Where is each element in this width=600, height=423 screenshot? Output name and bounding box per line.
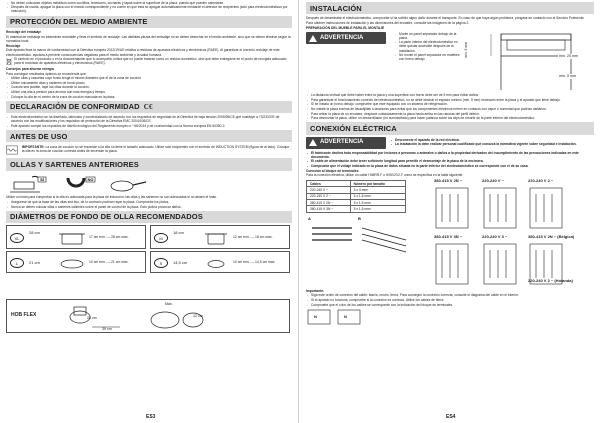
packaging-text: El material de embalaje es totalmente reciclable y lleva el símbolo de reciclaje. Las distintas piezas del embalaje no se deben desechar en el medio ambiente, sino que se deben eliminar según la normativa local.	[6, 34, 291, 44]
env-title: PROTECCIÓN DEL MEDIO AMBIENTE	[6, 16, 292, 28]
wiring-label: 380-415 V 3N ~	[434, 234, 463, 240]
cable-header: Número por tamaño	[350, 181, 405, 187]
list-item: - No monte el panel separador en muebles con horno debajo.	[394, 53, 462, 61]
wiring-area	[306, 178, 594, 288]
zone-l-icon: L	[10, 258, 24, 268]
conn-text: Para la conexión eléctrica, utilice un cable H05RR-F o H05V2V2-F como se especifica en la tabla siguiente.	[306, 173, 464, 178]
prep-title: PREPARACIÓN DEL MUEBLE PARA EL MONTAJE	[306, 25, 385, 30]
list-item: - Desconecte el aparato de la red eléctrica.	[390, 138, 594, 142]
cable-cell: 220-240 V 2 ~	[307, 193, 351, 199]
dim-20-label: mín. 20 mm	[559, 54, 578, 59]
list-item: - La distancia vertical que debe haber entre la placa y una superficie con horno debe ser de 5 mm para evitar daños.	[306, 93, 594, 97]
pot-yes-icon	[8, 174, 48, 194]
list-item: - Este electrodoméstico se ha diseñado, fabricado y comercializado de acuerdo con los requisitos de seguridad de la Directiva de baja tensión 2006/95/CE que sustituye a 73/23/CEE de acuerdo con las modificaciones y los requisitos de protección de la Directiva EMC 2004/108/CE.	[6, 115, 292, 123]
pot-yes-label: SÍ	[40, 176, 44, 182]
disposal-title: Reciclaje	[6, 43, 21, 48]
conformity-title: DECLARACIÓN DE CONFORMIDAD	[10, 102, 140, 112]
list-item: - La parte inferior del electrodoméstico no debe quedar accesible después de la instalación.	[394, 40, 462, 52]
list-item: - La instalación la debe realizar personal cualificado que conozca la normativa vigente sobre seguridad e instalación.	[390, 142, 594, 146]
zone-xl-icon: XL	[10, 233, 24, 243]
list-item: - Si el aparato no funciona, compruebe si la conexión es correcta. Utilice los cables de tierra.	[306, 298, 594, 302]
conformity-header	[6, 101, 292, 113]
flex-min-label: 23 cm	[87, 316, 97, 321]
wiring-label: 380-415 V 2N ~ (Bélgica)	[528, 234, 575, 240]
diam-min-l: 21 cm	[29, 260, 40, 266]
diam-row-s	[150, 251, 290, 273]
pot-m-icon	[203, 230, 229, 246]
list-item: - Utilice únicamente ollas y sartenes de fondo plano.	[6, 81, 292, 85]
weee-block	[6, 57, 292, 66]
zone-s-icon: S	[154, 258, 168, 268]
cable-cell: 5 x 1,5 mm²	[350, 199, 405, 205]
pots-figures	[6, 173, 292, 195]
install-intro: Después de desembalar el electrodoméstico, compruebe si ha sufrido algún daño durante el transporte. En caso de que haya algún problema, póngase en contacto con el Servicio Postventa.	[306, 16, 585, 21]
list-item: - Si se instala un horno debajo, compruebe que esté equipado con un sistema de refrigeración.	[306, 102, 594, 106]
panel-a-label: A	[308, 216, 311, 222]
right-page	[306, 0, 594, 423]
safety-bullets	[6, 2, 292, 14]
hob-flex-label: HOB FLEX	[11, 312, 37, 319]
wiring-label: 220-240 V 2 ~ (Holanda)	[528, 278, 573, 284]
important-list	[306, 293, 594, 306]
list-item: - Asegúrese de que la base de las ollas sea liso, de lo contrario podrían rayar la placa. Compruebe los platos.	[6, 200, 292, 204]
pan-l-icon	[59, 256, 85, 270]
diam-range-m: 12 cm mín. — 18 cm máx.	[233, 235, 273, 240]
list-item: - Para desmontar la placa, utilice un destornillador (no suministrado) para hacer palanca sobre los clips de resorte de la parte inferior del electrodoméstico.	[306, 116, 594, 120]
electric-warning-badge	[306, 137, 386, 149]
diam-min-xl: 28 cm	[29, 230, 40, 236]
wiring-label: 220-240 V ~	[482, 178, 504, 184]
electric-warning-block	[306, 137, 594, 149]
list-item: - El fabricante declina toda responsabilidad por lesiones a personas o animales o daños a la propiedad derivados del incumplimiento de las precauciones indicadas en este documento.	[306, 151, 594, 159]
list-item: - Compruebe que el color de los cables se corresponde con la indicación del bloque de terminales.	[306, 303, 594, 307]
cable-cell: 220-240 V ~	[307, 187, 351, 193]
list-item: - Siga este orden de conexión del cable: fase/s, neutro, tierra. Para conseguir la conexión correcta, consulte el diagrama del cable en el interior.	[306, 293, 594, 297]
wiring-label: 220-240 V 2 ~	[528, 178, 554, 184]
wiring-label: 220-240 V 3 ~	[482, 234, 508, 240]
flex-max-label: Máx.	[165, 302, 173, 307]
warning-icon	[309, 139, 317, 146]
diam-row-l	[6, 251, 146, 273]
safety-bullet: - No deben colocarse objetos metálicos como cuchillos, tenedores, cucharas y tapas sobre la superficie de la placa, puesto que pueden calentarse.	[6, 2, 292, 6]
list-item: - Utilice ollas y cazuelas cuyo fondo tenga el mismo diámetro que el de la zona de cocción.	[6, 76, 292, 80]
before-body: La zona de cocción no se enciende si la olla no tiene el tamaño adecuado. Utilice solo recipientes con el símbolo de INDUCTION SYSTEM (figura de al lado). Coloque la olla en la zona de cocción correcta antes de encender la placa.	[21, 144, 290, 154]
cable-cell: 380-415 V 3N ~	[307, 206, 351, 212]
flex-side-label: 12 cm	[193, 314, 203, 319]
conformity-list	[6, 115, 292, 128]
list-item: - Coloque la olla en el centro de la zona de cocción marcada en la placa.	[6, 95, 292, 99]
pot-xl-icon	[59, 230, 85, 246]
pan-icon	[108, 174, 148, 194]
electric-title: CONEXIÓN ELÉCTRICA	[306, 122, 594, 134]
important-title: Importante:	[306, 288, 325, 293]
pots-title: OLLAS Y SARTENES ANTERIORES	[6, 158, 292, 170]
before-block	[6, 144, 292, 156]
install-warning-label: ADVERTENCIA	[320, 34, 364, 41]
panel-b-label: B	[358, 216, 361, 222]
install-title: INSTALACIÓN	[306, 2, 594, 14]
neutral-label: N	[314, 313, 317, 319]
before-title: ANTES DE USO	[6, 130, 292, 142]
cable-cell: 5 x 1,5 mm²	[350, 206, 405, 212]
packaging-title: Reciclaje del embalaje	[6, 30, 42, 35]
list-item: - Compruebe que el voltaje indicado en la placa de datos situada en la parte inferior del electrodoméstico se corresponde con el de su casa.	[306, 164, 594, 168]
list-item: - Cuando sea posible, tape las ollas durante la cocción.	[6, 85, 292, 89]
diam-table	[6, 225, 292, 297]
cable-strip-diagram	[306, 218, 416, 256]
electric-warning-label: ADVERTENCIA	[320, 138, 364, 145]
before-important: IMPORTANTE:	[21, 144, 45, 149]
induction-coil-icon	[6, 144, 18, 156]
magnet-icon	[60, 174, 96, 194]
install-warning-badge	[306, 32, 386, 44]
dim-min-label: mín. 5 mm	[464, 42, 468, 59]
cable-cell: 4 x 1,5 mm²	[350, 193, 405, 199]
flex-zone-figure	[6, 299, 290, 333]
saving-intro: Para conseguir resultados óptimos se recomienda que:	[6, 71, 87, 76]
disposal-text: Este aparato lleva la marca de conformidad con la Directiva europea 2012/19/UE relativa a residuos de aparatos eléctricos y electrónicos (RAEE). Al garantizar el correcto reciclaje de este electrodoméstico, ayudará a prevenir consecuencias negativas para el medio ambiente y la salud humana.	[6, 48, 280, 57]
list-item: - Para retirar la placa de su encastre, desplace cuidadosamente la placa hacia arriba en las ranuras del perfil inferior.	[306, 112, 594, 116]
plug-diagrams	[306, 308, 594, 328]
diam-row-m	[150, 225, 290, 249]
weee-text: El símbolo en el producto o en la documentación que lo acompaña, indica que no puede tratarse como un residuo doméstico, sino que debe entregarse en el punto de recogida adecuado para el reciclado de aparatos eléctricos y electrónicos (RAEE).	[14, 57, 287, 66]
diam-range-s: 10 cm mín. — 14,5 cm máx.	[233, 260, 276, 265]
list-item: - Monte un panel separador debajo de la placa.	[394, 32, 462, 40]
cable-cell: 380-415 V 2N ~	[307, 199, 351, 205]
left-page	[6, 0, 292, 423]
weee-bin-icon	[6, 57, 12, 66]
diam-title: DIÁMETROS DE FONDO DE OLLA RECOMENDADOS	[6, 211, 292, 223]
pan-s-icon	[203, 256, 229, 270]
diam-min-s: 14,5 cm	[173, 260, 188, 266]
list-item: - Nunca se deben colocar ollas o sartenes calientes sobre el panel de control de la placa. Esto podría provocar daños.	[6, 205, 292, 209]
before-text	[22, 145, 292, 153]
list-item: - Para garantizar el funcionamiento correcto del electrodoméstico, no se debe obstruir el espacio mínimo (min. 5 mm) necesario entre la placa y el aparato que tiene debajo.	[306, 98, 594, 102]
zone-m-icon: M	[154, 233, 168, 243]
list-item: - No instale la placa encima de lavavajillas o lavadoras para evitar que los componentes eléctricos entren en contacto con vapor o humedad que podrían dañarlos.	[306, 107, 594, 111]
cabinet-diagram	[471, 30, 591, 92]
warning-icon	[309, 35, 317, 42]
install-intro2: Para obtener instrucciones de instalación y las dimensiones del encastre, consulte las imágenes de la página 2.	[306, 21, 470, 26]
page-divider	[298, 0, 299, 423]
pots-list	[6, 200, 292, 209]
page-number-right: ES4	[446, 413, 456, 420]
flex-dim-label: 39 cm	[102, 327, 112, 332]
install-warning-list	[394, 31, 462, 62]
pots-text: Utilice un imán para comprobar si la olla es adecuada para la placa de inducción: las ollas y las sartenes no son adecuadas si no atraen el imán.	[6, 195, 218, 200]
electric-warning-list	[390, 137, 594, 147]
ce-mark-icon: C€	[143, 102, 153, 111]
electric-list	[306, 151, 594, 168]
saving-title: Consejos para ahorrar energía	[6, 66, 54, 71]
diam-range-l: 10 cm mín. — 21 cm máx.	[89, 260, 129, 265]
cable-table	[306, 180, 406, 212]
diam-min-m: 18 cm	[173, 230, 184, 236]
list-item: - El cable de alimentación debe tener suficiente longitud para permitir el desmontaje de la placa de la encimera.	[306, 159, 594, 163]
cable-header: Cables	[307, 181, 351, 187]
neutral-label: N	[344, 313, 347, 319]
dim-5-label: mín. 5 mm	[559, 74, 576, 79]
cable-cell: 3 x 4 mm²	[350, 187, 405, 193]
diam-range-xl: 17 cm mín. — 28 cm máx.	[89, 235, 129, 240]
saving-list	[6, 76, 292, 99]
conn-title: Conexión al bloque de terminales	[306, 168, 359, 173]
install-list	[306, 93, 594, 120]
list-item: - Utilice una olla a presión para ahorrar aún más energía y tiempo.	[6, 90, 292, 94]
list-item: - Este aparato cumple los requisitos de diseño ecológico del Reglamento europeo n.º 66/2014 y de conformidad con la Norma europea EN 60350-2.	[6, 124, 292, 128]
wiring-label: 380-415 V 2N ~	[434, 178, 463, 184]
safety-bullet: - Después de usarla, apague la placa con el mando correspondiente y no confíe en que esta se apague automáticamente mediante el detector de recipientes (solo para electrodomésticos por inducción).	[6, 6, 292, 14]
diam-row-xl	[6, 225, 146, 249]
install-warning-block	[306, 30, 594, 92]
pot-no-label: NO	[87, 176, 94, 182]
page-number-left: ES3	[146, 413, 156, 420]
